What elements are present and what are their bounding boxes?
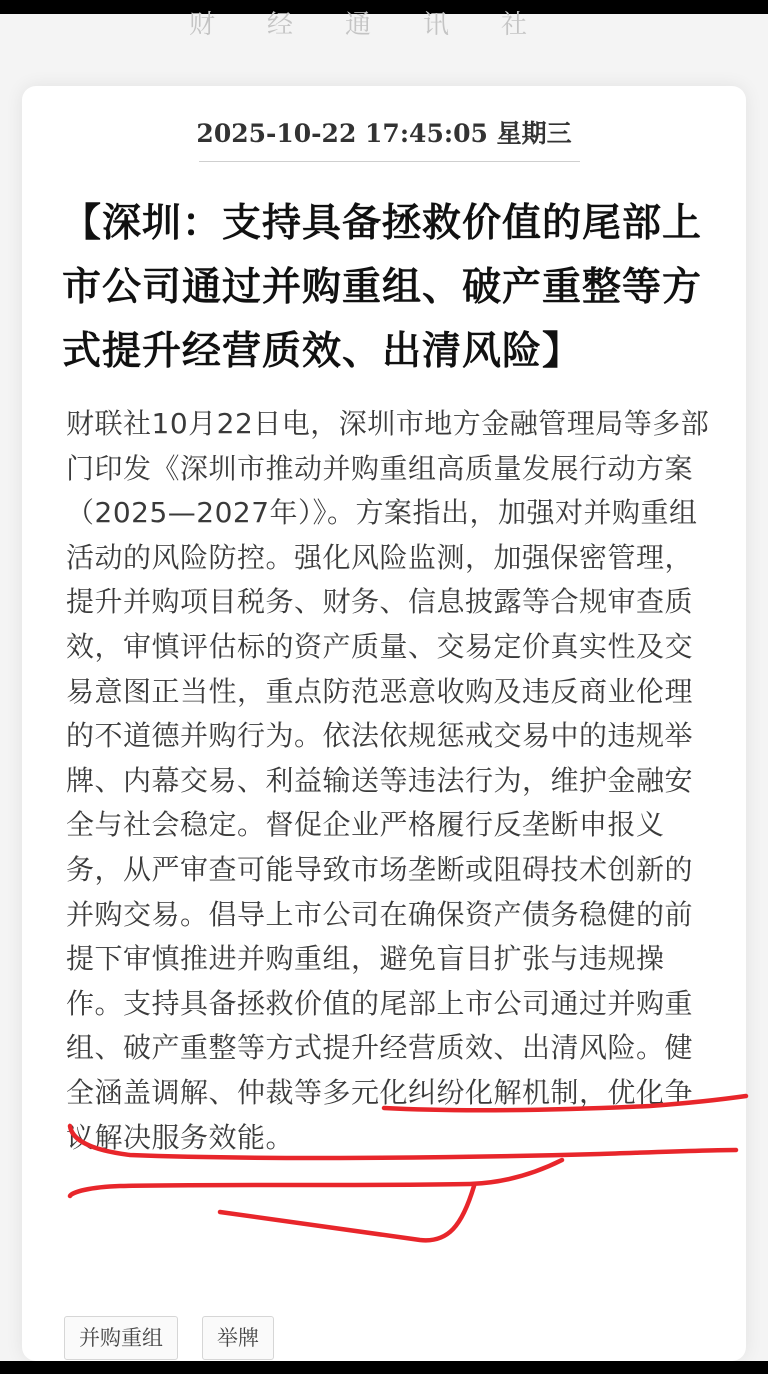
article-datetime: 2025-10-22 17:45:05 星期三 bbox=[196, 119, 572, 148]
article-headline: 【深圳：支持具备拯救价值的尾部上市公司通过并购重组、破产重整等方式提升经营质效、出清风险】 bbox=[62, 201, 703, 374]
article-body: 财联社10月22日电，深圳市地方金融管理局等多部门印发《深圳市推动并购重组高质量发展行动方案（2025—2027年）》。方案指出，加强对并购重组活动的风险防控。强化风险监测，加强保密管理，提升并购项目税务、财务、信息披露等合规审查质效，审慎评估标的资产质量、交易定价真实性及交易意图正当性，重点防范恶意收购及违反商业伦理的不道德并购行为。依法依规惩戒交易中的违规举牌、内幕交易、利益输送等违法行为，维护金融安全与社会稳定。督促企业严格履行反垄断申报义务，从严审查可能导致市场垄断或阻碍技术创新的并购交易。倡导上市公司在确保资产债务稳健的前提下审慎推进并购重组，避免盲目扩张与违规操作。支持具备拯救价值的尾部上市公司通过并购重组、破产重整等方式提升经营质效、出清风险。健全涵盖调解、仲裁等多元化纠纷化解机制，优化争议解决服务效能。 bbox=[66, 407, 710, 1154]
datetime-divider bbox=[199, 161, 580, 162]
tag-stake-disclosure[interactable]: 举牌 bbox=[202, 1316, 274, 1360]
tag-list bbox=[64, 1316, 274, 1360]
watermark-text: 财经通讯社 bbox=[188, 10, 579, 40]
tag-merger-restructuring[interactable]: 并购重组 bbox=[64, 1316, 178, 1360]
bottom-screen-bar bbox=[0, 1361, 768, 1374]
